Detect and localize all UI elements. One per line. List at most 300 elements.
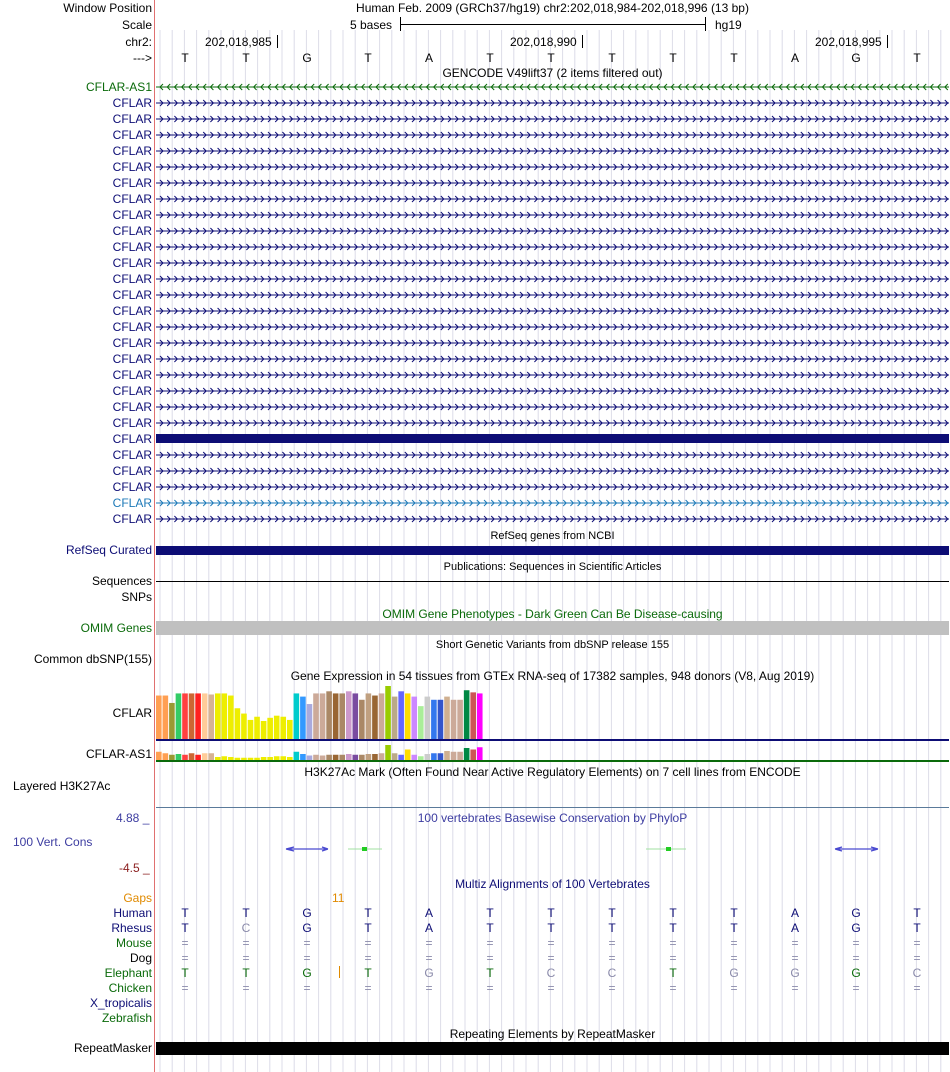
gencode-transcript-label[interactable]: CFLAR [112, 256, 152, 270]
multiz-aligned-base: T [242, 966, 250, 980]
gtex-cflar-as1-bar[interactable] [411, 755, 417, 760]
phylop-insert-mark [666, 847, 671, 851]
gtex-cflar-as1-bar[interactable] [228, 757, 234, 760]
gtex-cflar-as1-bar[interactable] [359, 755, 365, 760]
gencode-transcript-line[interactable] [156, 369, 949, 381]
gtex-cflar-bar[interactable] [326, 691, 332, 739]
multiz-aligned-base: T [486, 906, 494, 920]
gtex-cflar-as1-bar[interactable] [320, 756, 326, 761]
gtex-cflar-as1-bar[interactable] [313, 755, 319, 760]
multiz-aligned-base: = [852, 951, 860, 965]
gencode-transcript-label[interactable]: CFLAR [112, 512, 152, 526]
multiz-aligned-base: T [486, 921, 494, 935]
multiz-aligned-base: = [791, 951, 799, 965]
gtex-cflar-bar[interactable] [248, 720, 254, 739]
gtex-cflar-as1-bar[interactable] [366, 754, 372, 760]
gtex-cflar-bar[interactable] [392, 697, 398, 739]
gtex-cflar-as1-bar[interactable] [294, 752, 300, 760]
gencode-transcript-line[interactable] [156, 97, 949, 109]
gencode-transcript-line[interactable] [156, 353, 949, 365]
gencode-exon-block[interactable] [156, 433, 949, 445]
gencode-transcript-label[interactable]: CFLAR [112, 432, 152, 446]
gtex-cflar-bar[interactable] [385, 686, 391, 739]
scale-db: hg19 [715, 18, 742, 32]
multiz-aligned-base: T [181, 906, 189, 920]
gencode-transcript-label[interactable]: CFLAR [112, 336, 152, 350]
gencode-transcript-label[interactable]: CFLAR-AS1 [85, 80, 152, 94]
gencode-transcript-label[interactable]: CFLAR [112, 288, 152, 302]
gtex-cflar-bar[interactable] [313, 693, 319, 739]
reference-base: T [547, 51, 555, 65]
gtex-cflar-as1-bar[interactable] [385, 745, 391, 760]
gencode-transcript-line[interactable] [156, 129, 949, 141]
multiz-gap-count[interactable]: 11 [332, 891, 345, 905]
gencode-transcript-label[interactable]: CFLAR [112, 400, 152, 414]
multiz-aligned-base: A [790, 921, 799, 935]
phylop-gap-arrow [835, 847, 878, 851]
gtex-cflar-bar[interactable] [182, 693, 188, 739]
repeatmasker-track-label[interactable]: RepeatMasker [73, 1041, 152, 1055]
gtex-cflar-bar[interactable] [398, 691, 404, 739]
reference-base: T [669, 51, 677, 65]
gtex-cflar-as1-bar[interactable] [431, 753, 437, 760]
multiz-aligned-base: = [364, 981, 372, 995]
multiz-aligned-base: A [424, 921, 433, 935]
gencode-transcript-line[interactable] [156, 289, 949, 301]
multiz-aligned-base: T [608, 906, 616, 920]
snps-track-label[interactable]: SNPs [121, 590, 152, 604]
multiz-aligned-base: = [730, 936, 738, 950]
gencode-transcript-label[interactable]: CFLAR [112, 496, 152, 510]
gencode-transcript-label[interactable]: CFLAR [112, 112, 152, 126]
phylop-min-label: -4.5 _ [119, 861, 150, 875]
multiz-aligned-base: = [669, 936, 677, 950]
gtex-cflar-bar[interactable] [195, 693, 201, 739]
gtex-cflar-bar[interactable] [372, 696, 378, 739]
gtex-cflar-bar[interactable] [280, 717, 286, 739]
multiz-aligned-base: T [669, 906, 677, 920]
publications-feature-line[interactable] [156, 581, 949, 582]
gtex-cflar-as1-bar[interactable] [333, 755, 339, 760]
multiz-species-label[interactable]: X_tropicalis [89, 996, 152, 1010]
multiz-aligned-base: = [181, 981, 189, 995]
gencode-transcript-label[interactable]: CFLAR [112, 368, 152, 382]
gtex-cflar-bar[interactable] [215, 693, 221, 739]
gtex-cflar-as1-bar[interactable] [418, 756, 424, 760]
gtex-cflar-as1-bar[interactable] [346, 754, 352, 760]
multiz-aligned-base: = [608, 936, 616, 950]
gencode-transcript-label[interactable]: CFLAR [112, 176, 152, 190]
multiz-aligned-base: = [608, 981, 616, 995]
multiz-aligned-base: = [608, 951, 616, 965]
gencode-transcript-label[interactable]: CFLAR [112, 304, 152, 318]
phylop-conservation-plot[interactable] [156, 840, 949, 860]
multiz-insert-marker [339, 966, 340, 978]
multiz-aligned-base: G [302, 966, 312, 980]
gencode-transcript-line[interactable] [156, 177, 949, 189]
gencode-transcript-label[interactable]: CFLAR [112, 224, 152, 238]
gencode-transcript-label[interactable]: CFLAR [112, 96, 152, 110]
gencode-transcript-line[interactable] [156, 81, 949, 93]
gtex-cflar-as1-bar[interactable] [235, 758, 241, 760]
gtex-cflar-as1-bar[interactable] [444, 751, 450, 760]
h3k27ac-track-title[interactable]: H3K27Ac Mark (Often Found Near Active Regulatory Elements) on 7 cell lines from ENCODE [304, 765, 801, 779]
gtex-cflar-bar[interactable] [339, 693, 345, 739]
gtex-cflar-gene-line [156, 739, 949, 741]
reference-base: T [242, 51, 250, 65]
position-tick-label: 202,018,985 [205, 35, 272, 49]
gtex-cflar-bar[interactable] [228, 696, 234, 739]
gtex-cflar-label[interactable]: CFLAR [112, 706, 152, 720]
gtex-cflar-bar[interactable] [241, 714, 247, 739]
repeatmasker-feature[interactable] [156, 1042, 949, 1055]
multiz-aligned-base: = [791, 981, 799, 995]
multiz-aligned-base: T [608, 921, 616, 935]
multiz-aligned-base: G [851, 966, 861, 980]
gtex-cflar-bar[interactable] [156, 696, 162, 739]
gtex-cflar-bar[interactable] [163, 696, 169, 739]
gtex-cflar-as1-bar[interactable] [156, 752, 162, 760]
gtex-cflar-bar[interactable] [438, 700, 444, 739]
gtex-cflar-bar[interactable] [254, 717, 260, 739]
gencode-transcript-line[interactable] [156, 497, 949, 509]
multiz-aligned-base: C [546, 966, 556, 980]
multiz-aligned-base: T [669, 921, 677, 935]
dbsnp-track-title[interactable]: Short Genetic Variants from dbSNP release 155 [435, 639, 670, 651]
gtex-cflar-bar[interactable] [176, 693, 182, 739]
gencode-transcript-line[interactable] [156, 449, 949, 461]
gtex-cflar-as1-bar[interactable] [248, 758, 254, 760]
position-tick [887, 35, 888, 48]
gtex-cflar-as1-bar[interactable] [300, 754, 306, 760]
multiz-aligned-base: G [790, 966, 800, 980]
gencode-transcript-line[interactable] [156, 209, 949, 221]
gtex-cflar-as1-bar[interactable] [215, 757, 221, 760]
gtex-cflar-as1-label[interactable]: CFLAR-AS1 [85, 747, 152, 761]
gtex-cflar-bar[interactable] [359, 700, 365, 739]
multiz-track-title[interactable]: Multiz Alignments of 100 Vertebrates [455, 877, 650, 891]
multiz-aligned-base: = [242, 981, 250, 995]
publications-track-title[interactable]: Publications: Sequences in Scientific Articles [443, 561, 662, 573]
gencode-transcript-line[interactable] [156, 401, 949, 413]
scale-bar-left-tick [400, 17, 401, 31]
gtex-cflar-as1-bar[interactable] [477, 747, 483, 760]
multiz-aligned-base: = [181, 936, 189, 950]
label-divider [154, 0, 155, 1072]
gtex-cflar-as1-bar[interactable] [464, 748, 470, 760]
gencode-transcript-label[interactable]: CFLAR [112, 480, 152, 494]
reference-base: T [364, 51, 372, 65]
multiz-aligned-base: = [669, 951, 677, 965]
multiz-gaps-label[interactable]: Gaps [123, 891, 152, 905]
gencode-transcript-label[interactable]: CFLAR [112, 160, 152, 174]
gtex-cflar-bar[interactable] [444, 697, 450, 739]
gtex-cflar-as1-bar[interactable] [169, 755, 175, 760]
gtex-cflar-as1-bar[interactable] [353, 755, 359, 760]
gtex-cflar-bar[interactable] [464, 690, 470, 739]
reference-base: T [730, 51, 738, 65]
publications-track-label[interactable]: Sequences [91, 574, 152, 588]
multiz-species-label[interactable]: Chicken [108, 981, 152, 995]
position-tick-label: 202,018,990 [510, 35, 577, 49]
h3k27ac-track-label[interactable]: Layered H3K27Ac [13, 779, 111, 793]
gtex-cflar-as1-bar[interactable] [176, 754, 182, 760]
multiz-aligned-base: = [913, 936, 921, 950]
multiz-aligned-base: = [547, 981, 555, 995]
gtex-cflar-as1-bar[interactable] [280, 756, 286, 760]
multiz-species-label[interactable]: Human [113, 906, 152, 920]
assembly-position: Human Feb. 2009 (GRCh37/hg19) chr2:202,018,984-202,018,996 (13 bp) [356, 1, 749, 15]
gtex-cflar-bar[interactable] [300, 697, 306, 739]
gencode-transcript-label[interactable]: CFLAR [112, 208, 152, 222]
gtex-cflar-as1-bar[interactable] [451, 752, 457, 760]
reference-base: T [181, 51, 189, 65]
gtex-cflar-bar[interactable] [307, 704, 313, 739]
gtex-cflar-as1-bar[interactable] [379, 753, 385, 760]
multiz-aligned-base: C [607, 966, 617, 980]
multiz-aligned-base: = [425, 981, 433, 995]
phylop-track-title[interactable]: 100 vertebrates Basewise Conservation by PhyloP [417, 811, 688, 825]
scale-text: 5 bases [350, 18, 393, 32]
multiz-aligned-base: T [547, 921, 555, 935]
position-tick-label: 202,018,995 [815, 35, 882, 49]
gtex-cflar-as1-bar[interactable] [457, 752, 463, 760]
multiz-species-label[interactable]: Elephant [104, 966, 152, 980]
gtex-cflar-bar[interactable] [222, 693, 228, 739]
gencode-transcript-label[interactable]: CFLAR [112, 128, 152, 142]
gtex-cflar-bar[interactable] [189, 693, 195, 739]
multiz-aligned-base: T [913, 921, 921, 935]
multiz-aligned-base: = [547, 951, 555, 965]
gencode-transcript-line[interactable] [156, 241, 949, 253]
gtex-cflar-bar[interactable] [405, 693, 411, 739]
gencode-transcript-line[interactable] [156, 273, 949, 285]
multiz-species-label[interactable]: Rhesus [111, 921, 152, 935]
multiz-aligned-base: G [851, 906, 861, 920]
gtex-cflar-as1-bar[interactable] [163, 753, 169, 760]
gtex-cflar-as1-bar[interactable] [392, 753, 398, 760]
gencode-transcript-label[interactable]: CFLAR [112, 448, 152, 462]
gencode-transcript-line[interactable] [156, 145, 949, 157]
multiz-aligned-base: = [303, 981, 311, 995]
gtex-cflar-as1-bar[interactable] [189, 753, 195, 760]
gtex-cflar-as1-bar[interactable] [267, 757, 273, 760]
refseq-track-label[interactable]: RefSeq Curated [65, 543, 152, 557]
gtex-cflar-bar[interactable] [418, 706, 424, 739]
multiz-aligned-base: G [729, 966, 739, 980]
gtex-cflar-bar[interactable] [379, 693, 385, 739]
gtex-cflar-bar[interactable] [411, 697, 417, 739]
gencode-transcript-label[interactable]: CFLAR [112, 464, 152, 478]
gencode-transcript-label[interactable]: CFLAR [112, 384, 152, 398]
gtex-cflar-bar[interactable] [353, 693, 359, 739]
gencode-transcript-line[interactable] [156, 417, 949, 429]
gtex-track-title[interactable]: Gene Expression in 54 tissues from GTEx RNA-seq of 17382 samples, 948 donors (V8, Aug 2019) [290, 669, 815, 683]
multiz-aligned-base: = [669, 981, 677, 995]
reference-base: A [790, 51, 799, 65]
dbsnp-track-label[interactable]: Common dbSNP(155) [33, 652, 152, 666]
multiz-aligned-base: G [851, 921, 861, 935]
gencode-transcript-line[interactable] [156, 161, 949, 173]
gencode-transcript-label[interactable]: CFLAR [112, 240, 152, 254]
gtex-cflar-as1-bar[interactable] [425, 754, 431, 760]
gencode-transcript-line[interactable] [156, 305, 949, 317]
gtex-cflar-bar[interactable] [287, 720, 293, 739]
gtex-cflar-as1-bar[interactable] [195, 755, 201, 760]
multiz-aligned-base: = [791, 936, 799, 950]
multiz-aligned-base: T [364, 921, 372, 935]
gtex-expression-chart[interactable] [156, 684, 949, 762]
multiz-aligned-base: T [181, 921, 189, 935]
phylop-max-label: 4.88 _ [116, 811, 150, 825]
gtex-cflar-as1-bar[interactable] [274, 756, 280, 760]
scale-bar-right-tick [705, 17, 706, 31]
position-tick [277, 35, 278, 48]
multiz-aligned-base: = [303, 951, 311, 965]
multiz-aligned-base: = [364, 951, 372, 965]
multiz-aligned-base: T [364, 906, 372, 920]
gtex-cflar-bar[interactable] [267, 718, 273, 739]
gencode-transcript-line[interactable] [156, 465, 949, 477]
gtex-cflar-as1-bar[interactable] [372, 754, 378, 760]
multiz-aligned-base: = [730, 951, 738, 965]
gencode-transcript-label[interactable]: CFLAR [112, 320, 152, 334]
gtex-cflar-bar[interactable] [346, 691, 352, 739]
gtex-cflar-bar[interactable] [208, 694, 214, 739]
multiz-aligned-base: = [730, 981, 738, 995]
gencode-transcript-line[interactable] [156, 321, 949, 333]
gtex-cflar-as1-bar[interactable] [208, 753, 214, 760]
multiz-aligned-base: G [302, 906, 312, 920]
gtex-cflar-bar[interactable] [431, 700, 437, 739]
gencode-transcript-line[interactable] [156, 113, 949, 125]
multiz-aligned-base: T [730, 906, 738, 920]
repeatmasker-track-title[interactable]: Repeating Elements by RepeatMasker [449, 1027, 656, 1041]
multiz-aligned-base: A [790, 906, 799, 920]
gtex-cflar-as1-bar[interactable] [202, 753, 208, 760]
gencode-transcript-line[interactable] [156, 337, 949, 349]
gtex-cflar-bar[interactable] [261, 721, 267, 739]
gtex-cflar-bar[interactable] [320, 693, 326, 739]
multiz-aligned-base: T [364, 966, 372, 980]
gtex-cflar-bar[interactable] [333, 693, 339, 739]
multiz-species-label[interactable]: Zebrafish [101, 1011, 152, 1025]
omim-track-label[interactable]: OMIM Genes [80, 621, 152, 635]
reference-base: G [302, 51, 312, 65]
gtex-cflar-as1-bar[interactable] [287, 757, 293, 760]
multiz-aligned-base: = [486, 936, 494, 950]
reference-base: G [851, 51, 861, 65]
gencode-transcript-label[interactable]: CFLAR [112, 416, 152, 430]
gtex-cflar-as1-bar[interactable] [405, 750, 411, 761]
multiz-aligned-base: T [913, 906, 921, 920]
gtex-cflar-as1-bar[interactable] [241, 758, 247, 760]
chromosome-label: chr2: [125, 35, 152, 49]
gtex-cflar-as1-bar[interactable] [261, 757, 267, 760]
gtex-cflar-bar[interactable] [425, 697, 431, 739]
scale-bar [400, 24, 706, 25]
gtex-cflar-bar[interactable] [451, 700, 457, 739]
gtex-cflar-as1-bar[interactable] [398, 755, 404, 760]
gtex-cflar-bar[interactable] [169, 703, 175, 739]
gtex-cflar-as1-bar[interactable] [307, 756, 313, 761]
multiz-species-label[interactable]: Dog [129, 951, 152, 965]
gtex-cflar-as1-bar[interactable] [438, 753, 444, 760]
multiz-aligned-base: = [486, 981, 494, 995]
gtex-cflar-bar[interactable] [274, 716, 280, 739]
gencode-transcript-label[interactable]: CFLAR [112, 144, 152, 158]
gtex-cflar-bar[interactable] [457, 700, 463, 739]
multiz-aligned-base: = [242, 951, 250, 965]
phylop-track-label[interactable]: 100 Vert. Cons [13, 835, 93, 849]
multiz-aligned-base: = [364, 936, 372, 950]
phylop-gap-arrow [286, 847, 328, 851]
gtex-cflar-bar[interactable] [202, 693, 208, 739]
multiz-species-label[interactable]: Mouse [115, 936, 152, 950]
multiz-aligned-base: T [730, 921, 738, 935]
gencode-transcript-label[interactable]: CFLAR [112, 352, 152, 366]
gtex-cflar-bar[interactable] [366, 693, 372, 739]
multiz-aligned-base: = [425, 936, 433, 950]
phylop-insert-mark [362, 847, 367, 851]
gtex-cflar-as1-gene-line [156, 760, 949, 762]
scale-label: Scale [121, 18, 152, 32]
multiz-aligned-base: T [547, 906, 555, 920]
multiz-aligned-base: = [486, 951, 494, 965]
gencode-transcript-line[interactable] [156, 385, 949, 397]
gtex-cflar-bar[interactable] [470, 692, 476, 739]
gencode-track-title[interactable]: GENCODE V49lift37 (2 items filtered out) [442, 66, 663, 80]
multiz-aligned-base: = [547, 936, 555, 950]
multiz-aligned-base: G [424, 966, 434, 980]
reference-base: T [608, 51, 616, 65]
gtex-cflar-as1-bar[interactable] [326, 755, 332, 760]
gtex-cflar-as1-bar[interactable] [339, 755, 345, 760]
gtex-cflar-as1-bar[interactable] [222, 756, 228, 760]
gencode-transcript-label[interactable]: CFLAR [112, 192, 152, 206]
multiz-aligned-base: C [241, 921, 251, 935]
gtex-cflar-bar[interactable] [294, 693, 300, 739]
multiz-aligned-base: C [912, 966, 922, 980]
multiz-aligned-base: T [486, 966, 494, 980]
gencode-transcript-line[interactable] [156, 513, 949, 525]
refseq-track-title[interactable]: RefSeq genes from NCBI [490, 530, 615, 542]
gencode-transcript-line[interactable] [156, 193, 949, 205]
reference-base: A [424, 51, 433, 65]
gtex-cflar-as1-bar[interactable] [182, 755, 188, 760]
reference-base: T [486, 51, 494, 65]
gencode-transcript-line[interactable] [156, 225, 949, 237]
omim-track-title[interactable]: OMIM Gene Phenotypes - Dark Green Can Be Disease-causing [382, 607, 723, 621]
multiz-aligned-base: = [852, 936, 860, 950]
multiz-aligned-base: T [669, 966, 677, 980]
gtex-cflar-bar[interactable] [477, 693, 483, 739]
position-tick [582, 35, 583, 48]
multiz-aligned-base: = [425, 951, 433, 965]
multiz-aligned-base: = [852, 981, 860, 995]
gencode-transcript-line[interactable] [156, 481, 949, 493]
gtex-cflar-bar[interactable] [235, 708, 241, 739]
gencode-transcript-label[interactable]: CFLAR [112, 272, 152, 286]
window-position-label: Window Position [63, 1, 152, 15]
multiz-aligned-base: = [913, 981, 921, 995]
gtex-cflar-as1-bar[interactable] [254, 758, 260, 760]
gencode-transcript-line[interactable] [156, 257, 949, 269]
refseq-gene-feature[interactable] [156, 546, 949, 555]
gtex-cflar-as1-bar[interactable] [470, 750, 476, 761]
omim-gene-feature[interactable] [156, 621, 949, 635]
strand-label: ---> [133, 51, 152, 65]
